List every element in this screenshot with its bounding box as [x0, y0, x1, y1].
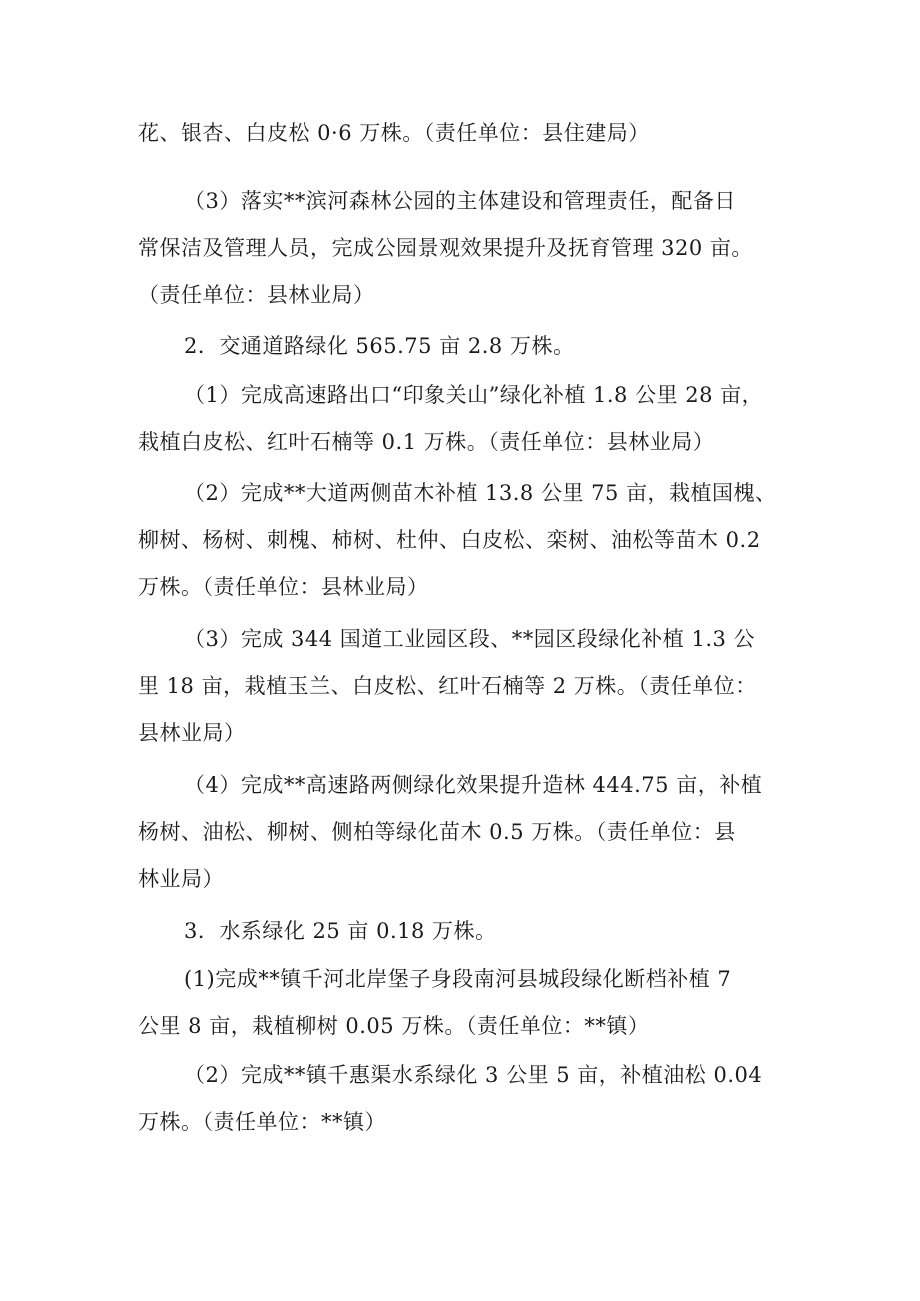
text-line: （3）完成 344 国道工业园区段、**园区段绿化补植 1.3 公: [184, 627, 756, 651]
text-line: 林业局）: [138, 867, 224, 891]
section-heading-road-greening: [138, 323, 798, 370]
section-heading-water-greening: [138, 908, 798, 955]
text-line: 县林业局）: [138, 721, 246, 745]
paragraph-continuation: [138, 110, 798, 157]
text-line: （4）完成**高速路两侧绿化效果提升造林 444.75 亩，补植: [184, 773, 763, 797]
paragraph-item-3-national-road: [138, 616, 798, 757]
text-line: 公里 8 亩，栽植柳树 0.05 万株。（责任单位：**镇）: [138, 1014, 650, 1038]
paragraph-item-2-avenue: [138, 470, 798, 611]
text-line: 3．水系绿化 25 亩 0.18 万株。: [184, 919, 497, 943]
paragraph-item-4-highway-sides: [138, 762, 798, 903]
text-line: （3）落实**滨河森林公园的主体建设和管理责任，配备日: [184, 189, 736, 213]
text-line: （1）完成高速路出口“印象关山”绿化补植 1.8 公里 28 亩，: [184, 383, 764, 407]
text-line: 里 18 亩，栽植玉兰、白皮松、红叶石楠等 2 万株。（责任单位：: [138, 674, 757, 698]
paragraph-item-2-canal: [138, 1052, 798, 1146]
text-line: 杨树、油松、柳树、侧柏等绿化苗木 0.5 万株。（责任单位：县: [138, 820, 736, 844]
text-line: （2）完成**大道两侧苗木补植 13.8 公里 75 亩，栽植国槐、: [184, 481, 777, 505]
paragraph-item-1-highway-exit: [138, 372, 798, 466]
text-line: 柳树、杨树、刺槐、柿树、杜仲、白皮松、栾树、油松等苗木 0.2: [138, 528, 761, 552]
text-line: 栽植白皮松、红叶石楠等 0.1 万株。（责任单位：县林业局）: [138, 430, 715, 454]
text-line: 常保洁及管理人员，完成公园景观效果提升及抚育管理 320 亩。: [138, 236, 753, 260]
text-line: 万株。（责任单位：**镇）: [138, 1110, 386, 1134]
text-line: 花、银杏、白皮松 0·6 万株。（责任单位：县住建局）: [138, 121, 650, 145]
text-line: （2）完成**镇千惠渠水系绿化 3 公里 5 亩，补植油松 0.04: [184, 1063, 763, 1087]
text-line: (1)完成**镇千河北岸堡子身段南河县城段绿化断档补植 7: [184, 967, 732, 991]
text-line: 万株。（责任单位：县林业局）: [138, 575, 429, 599]
text-line: 2．交通道路绿化 565.75 亩 2.8 万株。: [184, 334, 575, 358]
paragraph-item-3-park: [138, 178, 798, 319]
paragraph-item-1-river-bank: [138, 956, 798, 1050]
text-line: （责任单位：县林业局）: [138, 283, 375, 307]
